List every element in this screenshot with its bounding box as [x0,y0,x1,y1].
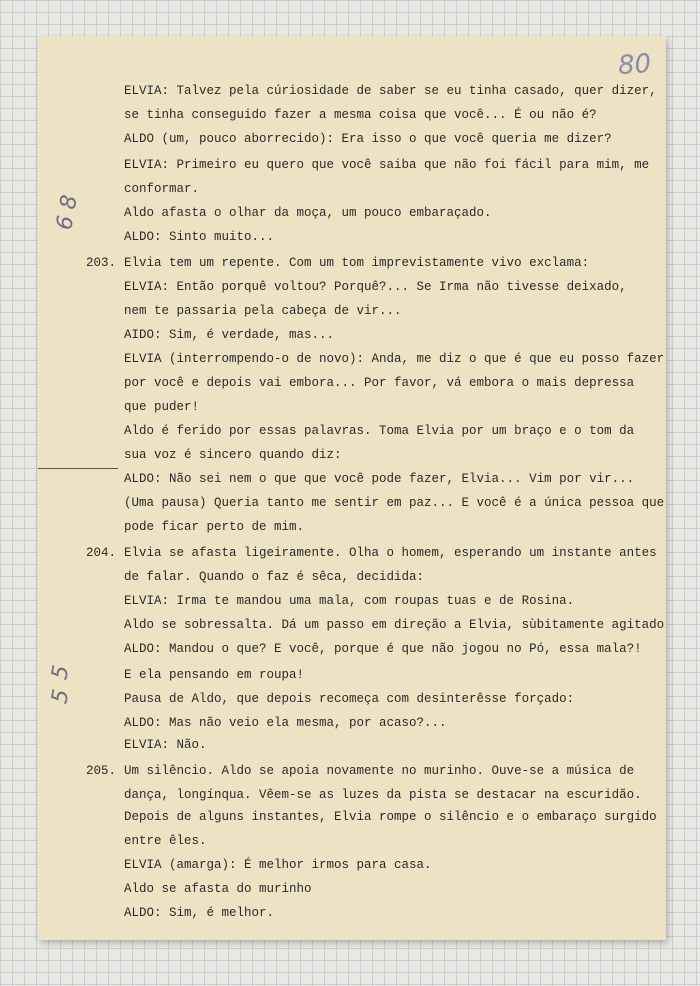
script-line: ALDO: Sim, é melhor. [124,906,275,920]
script-line: que puder! [124,400,200,414]
script-line: se tinha conseguido fazer a mesma coisa que você... É ou não é? [124,108,597,122]
script-line: Aldo afasta o olhar da moça, um pouco embaraçado. [124,206,492,220]
script-line: Depois de alguns instantes, Elvia rompe o silêncio e o embaraço surgido [124,810,657,824]
script-line: conformar. [124,182,200,196]
script-line: ELVIA: Não. [124,738,207,752]
script-line: ALDO: Sinto muito... [124,230,275,244]
script-line: Um silêncio. Aldo se apoia novamente no murinho. Ouve-se a música de [124,764,635,778]
script-line: por você e depois vai embora... Por favor, vá embora o mais depressa [124,376,635,390]
script-line: ELVIA: Então porquê voltou? Porquê?... Se Irma não tivesse deixado, [124,280,627,294]
margin-pencil-line [38,468,118,469]
script-line: dança, longínqua. Vêem-se as luzes da pista se destacar na escuridão. [124,788,642,802]
script-line: ELVIA (amarga): É melhor irmos para casa. [124,858,432,872]
script-line: Aldo se sobressalta. Dá um passo em direção a Elvia, sùbitamente agitado [124,618,665,632]
scene-number: 203. [86,256,117,270]
script-line: ALDO: Não sei nem o que que você pode fazer, Elvia... Vim por vir... [124,472,635,486]
page-number: 80 [616,48,653,82]
script-line: ALDO (um, pouco aborrecido): Era isso o que você queria me dizer? [124,132,612,146]
script-line: ELVIA (interrompendo-o de novo): Anda, me diz o que é que eu posso fazer [124,352,665,366]
script-line: entre êles. [124,834,207,848]
script-line: ELVIA: Talvez pela cúriosidade de saber se eu tinha casado, quer dizer, [124,84,657,98]
script-line: Aldo é ferido por essas palavras. Toma Elvia por um braço e o tom da [124,424,635,438]
script-line: Aldo se afasta do murinho [124,882,312,896]
script-line: AIDO: Sim, é verdade, mas... [124,328,335,342]
script-line: nem te passaria pela cabeça de vir... [124,304,402,318]
script-line: ALDO: Mandou o que? E você, porque é que não jogou no Pó, essa mala?! [124,642,642,656]
script-line: ALDO: Mas não veio ela mesma, por acaso?... [124,716,447,730]
script-line: Pausa de Aldo, que depois recomeça com desinterêsse forçado: [124,692,575,706]
script-line: ELVIA: Primeiro eu quero que você saiba que não foi fácil para mim, me [124,158,650,172]
margin-annotation: 5 [47,687,75,706]
script-line: (Uma pausa) Queria tanto me sentir em paz... E você é a única pessoa que [124,496,665,510]
script-line: Elvia tem um repente. Com um tom imprevistamente vivo exclama: [124,256,590,270]
margin-annotation: 6 8 [52,193,83,232]
script-line: sua voz é sincero quando diz: [124,448,342,462]
scene-number: 205. [86,764,117,778]
scene-number: 204. [86,546,117,560]
script-line: de falar. Quando o faz é sêca, decidida: [124,570,425,584]
margin-annotation: 5 [47,663,75,682]
script-line: Elvia se afasta ligeiramente. Olha o homem, esperando um instante antes [124,546,657,560]
script-line: pode ficar perto de mim. [124,520,305,534]
script-line: ELVIA: Irma te mandou uma mala, com roupas tuas e de Rosina. [124,594,575,608]
script-line: E ela pensando em roupa! [124,668,305,682]
